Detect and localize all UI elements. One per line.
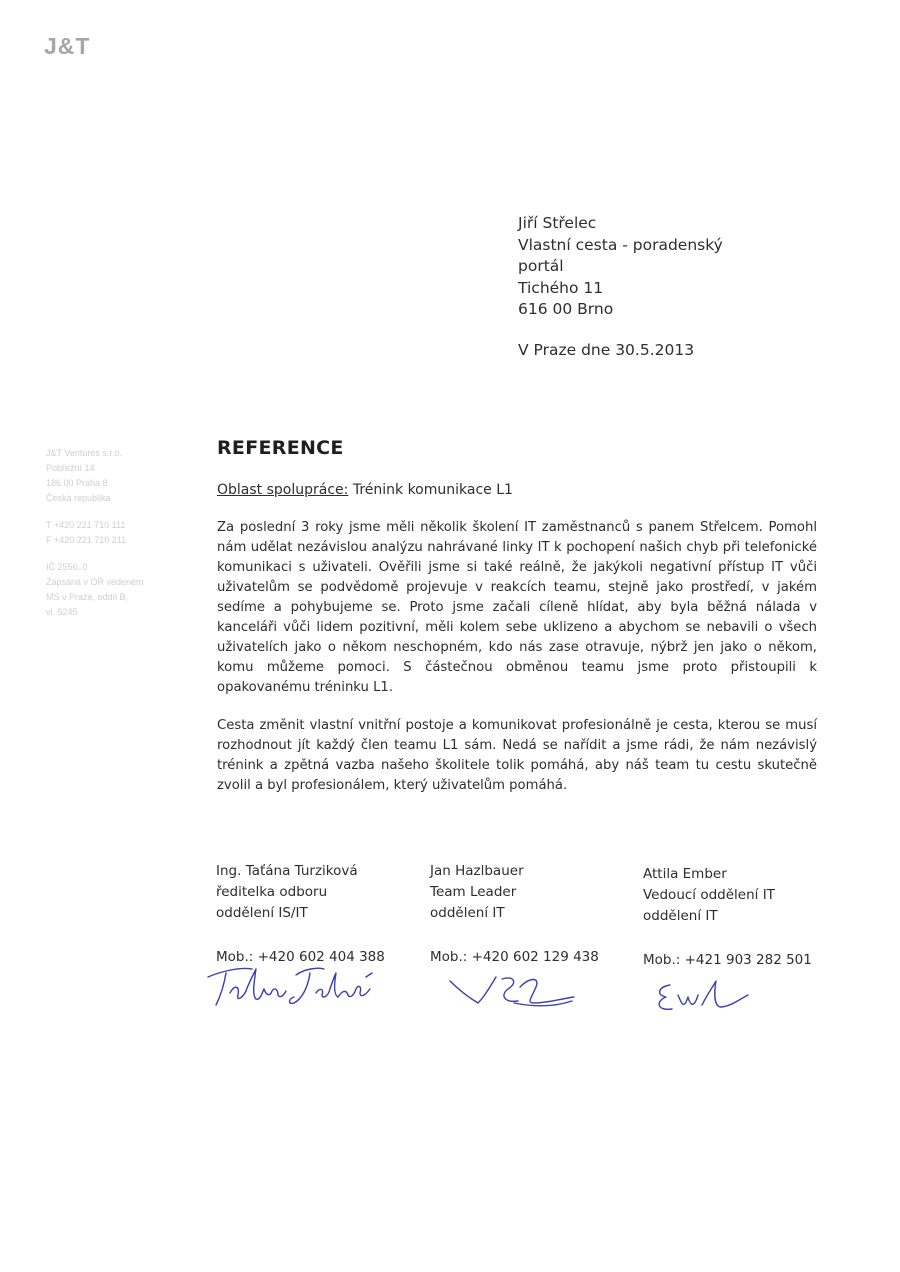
sidebar-line: Pobřežní 14 [46, 463, 95, 473]
sidebar-line: Zapsaná v OR vedeném [46, 577, 144, 587]
company-sidebar-info [46, 446, 186, 632]
cooperation-area-label: Oblast spolupráce: [217, 482, 349, 498]
signatory-department: oddělení IT [430, 905, 505, 921]
signatory-block-3 [643, 864, 843, 968]
signatory-name: Attila Ember [643, 866, 727, 882]
signatory-block-1 [216, 861, 416, 965]
letter-heading: REFERENCE [217, 437, 344, 459]
signatory-department: oddělení IS/IT [216, 905, 308, 921]
cooperation-area [217, 482, 513, 498]
signatory-mobile: Mob.: +420 602 129 438 [430, 949, 599, 965]
body-paragraph-2: Cesta změnit vlastní vnitřní postoje a komunikovat profesionálně je cesta, kterou se musí rozhodnout jít každý člen teamu L1 sám. Nedá se nařídit a jsme rádi, že nám nezávislý trénink a zpětná vazba našeho školitele tolik pomáhá, aby náš team tu cestu skutečně zvolil a byl profesionálem, který uživatelům pomáhá. [217, 718, 817, 793]
signature-1 [200, 955, 380, 1015]
signatory-role: ředitelka odboru [216, 884, 328, 900]
signatory-block-2 [430, 861, 630, 965]
signatory-role: Vedoucí oddělení IT [643, 887, 775, 903]
sidebar-line: 186 00 Praha 8 [46, 478, 108, 488]
signatory-department: oddělení IT [643, 908, 718, 924]
company-phones [46, 518, 186, 548]
sidebar-line: MS v Praze, oddíl B, [46, 592, 129, 602]
sidebar-line: T +420 221 710 111 [46, 520, 126, 530]
signatory-mobile: Mob.: +420 602 404 388 [216, 949, 385, 965]
cooperation-area-value: Trénink komunikace L1 [348, 482, 513, 498]
signatory-name: Ing. Taťána Turziková [216, 863, 358, 879]
recipient-city: 616 00 Brno [518, 300, 614, 318]
letter-date: V Praze dne 30.5.2013 [518, 341, 695, 359]
recipient-address [518, 213, 723, 321]
company-logo: J&T [44, 33, 91, 59]
signatory-name: Jan Hazlbauer [430, 863, 524, 879]
recipient-organization: Vlastní cesta - poradenský [518, 235, 723, 254]
recipient-name: Jiří Střelec [518, 214, 597, 232]
company-address [46, 446, 186, 506]
sidebar-line: Česká republika [46, 493, 111, 503]
signatory-role: Team Leader [430, 884, 517, 900]
sidebar-line: J&T Ventures s.r.o. [46, 448, 122, 458]
signatory-mobile: Mob.: +421 903 282 501 [643, 952, 812, 968]
sidebar-line: F +420 221 710 211 [46, 535, 127, 545]
body-paragraph-1: Za poslední 3 roky jsme měli několik školení IT zaměstnanců s panem Střelcem. Pomohl nám udělat nezávislou analýzu nahrávané linky IT k pochopení našich chyb při telefonické komunikaci s uživateli. Ověřili jsme si také reálně, že jakýkoli negativní přístup IT vůči uživatelům se podvědomě projevuje v reakcích teamu, stejně jako prostředí, v jakém sedíme a pohybujeme se. Proto jsme začali cíleně hlídat, aby byla běžná nálada v kanceláři vůči lidem pozitivní, měli kolem sebe uklizeno a abychom se nebavili o všech uživatelích jako o někom neschopném, kdo nás zase otravuje, nýbrž jen jako o někom, komu můžeme pomoci. S částečnou obměnou teamu jsme proto přistoupili k opakovanému tréninku L1. [217, 520, 817, 695]
recipient-street: Tichého 11 [518, 278, 604, 297]
recipient-organization-cont: portál [518, 257, 564, 275]
sidebar-line: vl. 5245 [46, 607, 78, 617]
signature-3 [650, 975, 760, 1020]
sidebar-line: IČ 2556..0 [46, 562, 88, 572]
company-registration [46, 560, 186, 620]
signature-2 [444, 967, 584, 1012]
